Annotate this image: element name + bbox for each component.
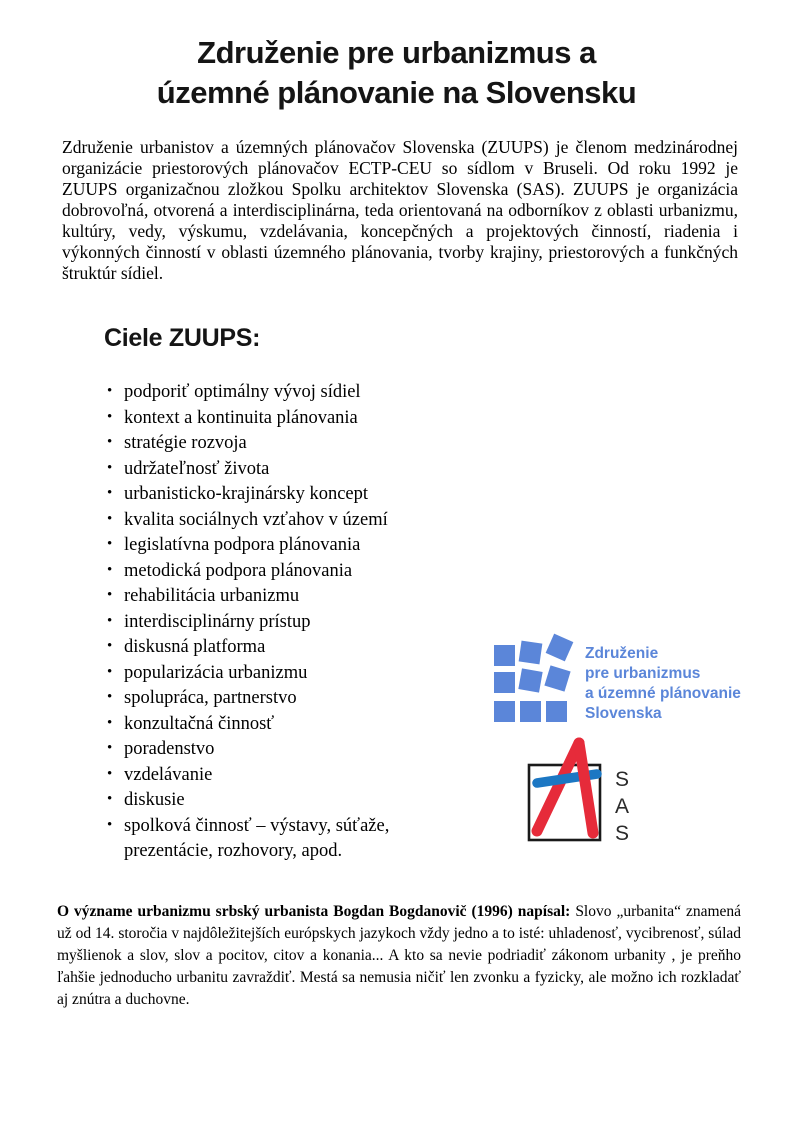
goal-item: • vzdelávanie — [106, 763, 470, 789]
logo-square — [519, 641, 543, 665]
footer-paragraph — [57, 901, 741, 1011]
page-title-line-2: územné plánovanie na Slovensku — [156, 75, 637, 110]
zuups-logo — [492, 637, 754, 737]
goal-item: • poradenstvo — [106, 737, 470, 763]
zuups-logo-text-line: Slovenska — [585, 705, 662, 722]
logo-square — [544, 665, 570, 691]
goals-list — [106, 380, 470, 865]
zuups-logo-text-line: a územné plánovanie — [585, 685, 741, 702]
page-title-line-1: Združenie pre urbanizmus a — [197, 35, 596, 70]
logo-square — [494, 672, 515, 693]
sas-letter: A — [615, 795, 630, 818]
goal-item: • interdisciplinárny prístup — [106, 610, 470, 636]
goal-item: • kvalita sociálnych vzťahov v území — [106, 508, 470, 534]
goal-item: • spolupráca, partnerstvo — [106, 686, 470, 712]
sas-logo — [524, 736, 659, 848]
sas-letter: S — [615, 822, 630, 845]
zuups-logo-text-line: pre urbanizmus — [585, 665, 701, 682]
goal-item: • stratégie rozvoja — [106, 431, 470, 457]
sas-letters — [615, 766, 629, 847]
goals-heading: Ciele ZUUPS: — [104, 324, 261, 352]
goal-item: • diskusná platforma — [106, 635, 470, 661]
footer-lead-in: O význame urbanizmu srbský urbanista Bogdan Bogdanovič (1996) napísal: — [57, 903, 571, 920]
zuups-logo-text — [585, 644, 741, 724]
logo-square — [546, 701, 567, 722]
goal-item: • spolková činnosť – výstavy, súťaže, prezentácie, rozhovory, apod. — [106, 814, 470, 865]
footer-quote: Slovo „urbanita“ znamená už od 14. storočia v najdôležitejších európskych jazykoch vždy jedno a to isté: uhladenosť, vycibrenosť, súlad myšlienok a slov, slov a pocitov, citov a konania... A kto sa nevie podriadiť zákonom urbanity , je preňho ľahšie jednoducho urbanitu zavraždiť. Mestá sa nemusia ničiť len zvonku a fyzicky, ale možno ich rozkladať aj znútra a duchovne. — [57, 903, 742, 1008]
goal-item: • udržateľnosť života — [106, 457, 470, 483]
logo-square — [546, 634, 574, 662]
goal-item: • urbanisticko-krajinársky koncept — [106, 482, 470, 508]
intro-paragraph: Združenie urbanistov a územných plánovačov Slovenska (ZUUPS) je členom medzinárodnej organizácie priestorových plánovačov ECTP-CEU so sídlom v Bruseli. Od roku 1992 je ZUUPS organizačnou zložkou Spolku architektov Slovenska (SAS). ZUUPS je organizácia dobrovoľná, otvorená a interdisciplinárna, teda orientovaná na odborníkov z oblasti urbanizmu, kultúry, vedy, výskumu, vzdelávania, koncepčných a projektových činností, riadenia i výkonných činností v oblasti územného plánovania, tvorby krajiny, priestorových a funkčných štruktúr sídiel. — [62, 137, 738, 283]
sas-letter: S — [615, 768, 630, 791]
logo-square — [520, 701, 541, 722]
logo-square — [494, 645, 515, 666]
logo-square — [518, 668, 542, 692]
goal-item: • konzultačná činnosť — [106, 712, 470, 738]
goal-item: • kontext a kontinuita plánovania — [106, 406, 470, 432]
goal-item: • podporiť optimálny vývoj sídiel — [106, 380, 470, 406]
zuups-logo-text-line: Združenie — [585, 645, 659, 662]
logo-square — [494, 701, 515, 722]
goal-item: • popularizácia urbanizmu — [106, 661, 470, 687]
page-title — [0, 33, 793, 113]
goal-item: • legislatívna podpora plánovania — [106, 533, 470, 559]
zuups-grid-icon — [492, 637, 578, 729]
goal-item: • metodická podpora plánovania — [106, 559, 470, 585]
goal-item: • diskusie — [106, 788, 470, 814]
sas-a-mark-icon — [524, 736, 608, 846]
goal-item: • rehabilitácia urbanizmu — [106, 584, 470, 610]
